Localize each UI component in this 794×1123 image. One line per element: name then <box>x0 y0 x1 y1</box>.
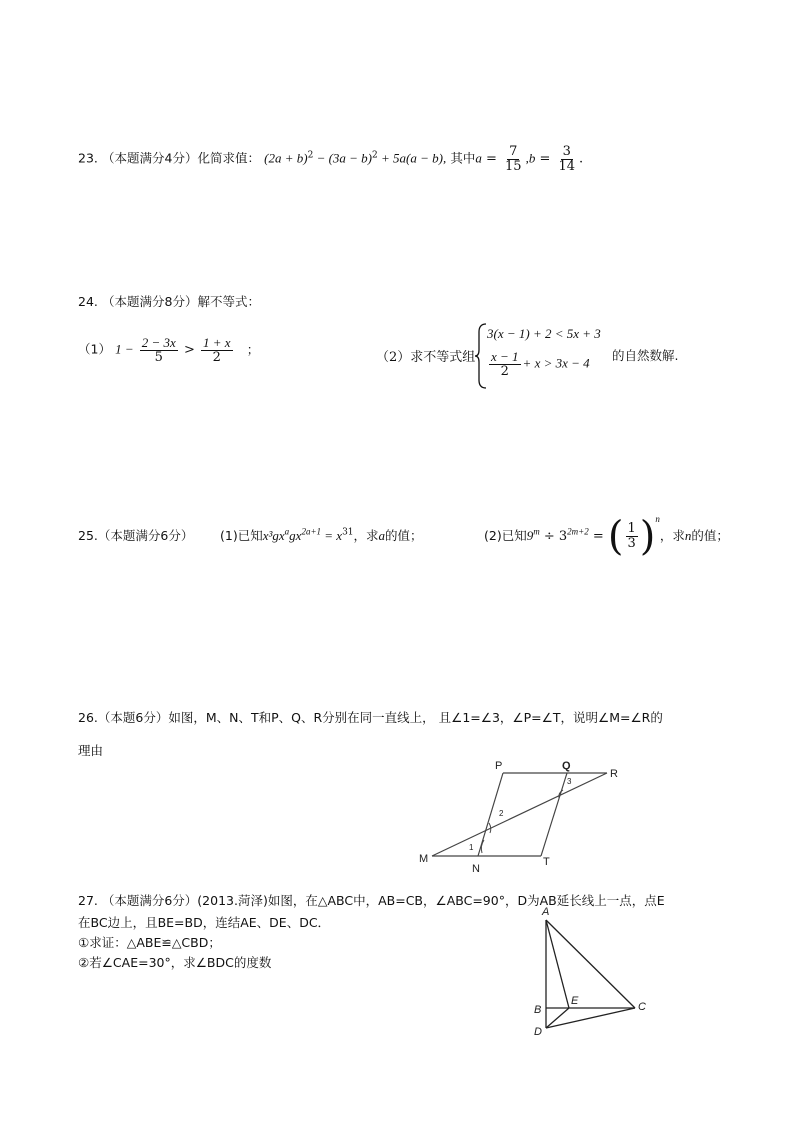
q26-figure <box>410 758 630 878</box>
left-brace-icon <box>474 322 488 390</box>
q24-p1-f1-den: 5 <box>154 349 163 365</box>
q23-expr-part2: − (3a − b) <box>313 150 373 166</box>
q23-b-fraction <box>557 145 578 173</box>
q24-p2-f-num: x − 1 <box>491 349 519 364</box>
label-P: P <box>495 760 503 772</box>
line-DC <box>546 1008 635 1028</box>
q27-figure <box>525 900 655 1045</box>
q23-where: 其中 <box>450 150 476 166</box>
q25-p2-lparen: ( <box>607 513 624 560</box>
q23-exp-2b: 2 <box>372 150 378 161</box>
q23-b-name: ,b <box>525 150 536 166</box>
q23-expr-part1: (2a + b) <box>264 150 308 166</box>
label-M: M <box>419 853 429 865</box>
q25-p2-exp-a: m <box>533 526 540 537</box>
label-Q: Q <box>562 760 571 772</box>
label-angle-1: 1 <box>469 843 474 852</box>
q25-p2-label: (2)已知 <box>484 528 527 543</box>
line-AE <box>546 920 569 1008</box>
q24-p2-label: （2）求不等式组 <box>376 350 476 365</box>
q24-p1-label: （1） <box>78 341 111 357</box>
label-B: B <box>534 1004 542 1016</box>
q24-part1 <box>78 336 259 364</box>
q24-p2-line2 <box>487 350 590 378</box>
q24-p2-line2-rest: + x > 3x − 4 <box>522 355 590 371</box>
q25-p2-f-num: 1 <box>627 521 636 537</box>
q23-expr-part3: + 5a(a − b), <box>377 150 447 166</box>
q25-p2-eq: = <box>588 529 604 544</box>
label-N: N <box>472 863 480 875</box>
q24-p2-line1: 3(x − 1) + 2 < 5x + 3 <box>487 326 601 341</box>
label-T: T <box>543 856 550 868</box>
q23-a-num: 7 <box>509 144 518 159</box>
q25-p1-end: 的值； <box>385 528 423 543</box>
q24-p1-lead: 1 − <box>115 341 134 357</box>
q24-p1-f2-num: 1 + x <box>203 335 231 350</box>
q26-line1: 26.（本题6分）如图，M、N、T和P、Q、R分别在同一直线上， 且∠1=∠3，∠P=∠T，说明∠M=∠R的 <box>78 710 663 725</box>
q25-label: （本题满分6分） <box>97 528 194 543</box>
q25-p1-exp-a: a <box>284 526 290 537</box>
q25-p1-var: a <box>378 528 386 543</box>
q25-p2-f-den: 3 <box>627 536 636 551</box>
q25-p1-expr-end: = x <box>321 528 343 543</box>
q24-number: 24. <box>78 294 98 309</box>
line-MR <box>432 773 607 856</box>
q24-p1-f2-den: 2 <box>212 349 221 365</box>
label-R: R <box>610 768 618 780</box>
line-QT <box>541 773 567 856</box>
q25-part1 <box>220 526 423 544</box>
q25-p2-exp-c: n <box>655 514 660 524</box>
q23-a-fraction <box>503 145 524 173</box>
q23-b-den: 14 <box>558 158 576 174</box>
q24-p1-end: ； <box>246 341 260 357</box>
q23-b-num: 3 <box>562 144 571 159</box>
q27-line3: ①求证：△ABE≌△CBD； <box>78 935 221 950</box>
label-A: A <box>542 906 550 918</box>
q23-end: . <box>579 151 584 167</box>
q23-a-name: a <box>475 150 482 166</box>
q23-a-den: 15 <box>505 158 522 174</box>
q25-p2-exp-b: 2m+2 <box>567 526 589 537</box>
q25-p2-expr-mid: ÷ 3 <box>539 529 568 544</box>
question-24-header <box>78 292 260 310</box>
q25-p1-label: (1)已知 <box>220 528 263 543</box>
q25-p1-expr-mid: gx <box>289 528 302 543</box>
q24-p1-f1-num: 2 − 3x <box>141 335 176 350</box>
question-25 <box>78 526 193 544</box>
q25-p2-rparen: ) <box>639 513 656 560</box>
q25-p2-fraction <box>626 522 638 550</box>
label-D: D <box>534 1026 542 1038</box>
q25-p1-expr: x³gx <box>262 528 285 543</box>
q24-p1-fraction1 <box>140 336 178 364</box>
q24-p1-fraction2 <box>201 336 233 364</box>
q27-line1: 27. （本题满分6分）(2013.菏泽)如图，在△ABC中，AB=CB，∠ABC=90°，D为AB延长线上一点，点E <box>78 893 665 908</box>
q25-p2-end: 的值； <box>691 528 729 543</box>
label-angle-3: 3 <box>567 777 572 786</box>
q25-p2-tail: ，求 <box>659 528 685 543</box>
q27-line2: 在BC边上，且BE=BD，连结AE、DE、DC． <box>78 915 331 930</box>
line-AC <box>546 920 635 1008</box>
label-angle-2: 2 <box>499 809 504 818</box>
q25-p2-var: n <box>684 528 692 543</box>
question-23: 23. （本题满分4分）化简求值： $(2a + b)^2 - (3a - b)^2 + 5a(a - b)$, 其中a = $\frac{7}{15}$ ,b = $\frac{3}{14}$ . <box>78 144 584 174</box>
q25-p1-exp-b: 2a+1 <box>301 526 322 537</box>
label-E: E <box>571 995 579 1007</box>
q27-line4: ②若∠CAE=30°，求∠BDC的度数 <box>78 955 272 970</box>
q25-p2-expr: 9 <box>526 528 534 543</box>
q23-number: 23. <box>78 150 98 166</box>
q24-p2-brace <box>474 322 488 394</box>
q26-line2: 理由 <box>78 743 104 758</box>
q24-p2-f-den: 2 <box>500 363 509 379</box>
q25-p1-tail: ，求 <box>353 528 379 543</box>
q23-label: （本题满分4分）化简求值： <box>102 150 260 166</box>
q24-p1-gt: > <box>183 342 195 358</box>
q23-exp-2a: 2 <box>307 150 314 161</box>
q25-p1-exp-c: 31 <box>342 527 354 538</box>
q25-part2 <box>484 513 729 560</box>
label-C: C <box>638 1001 646 1013</box>
q24-p2-end: 的自然数解. <box>612 348 679 363</box>
q25-number: 25. <box>78 528 98 543</box>
q24-label: （本题满分8分）解不等式： <box>102 294 260 309</box>
q24-p2-fraction <box>489 350 521 378</box>
